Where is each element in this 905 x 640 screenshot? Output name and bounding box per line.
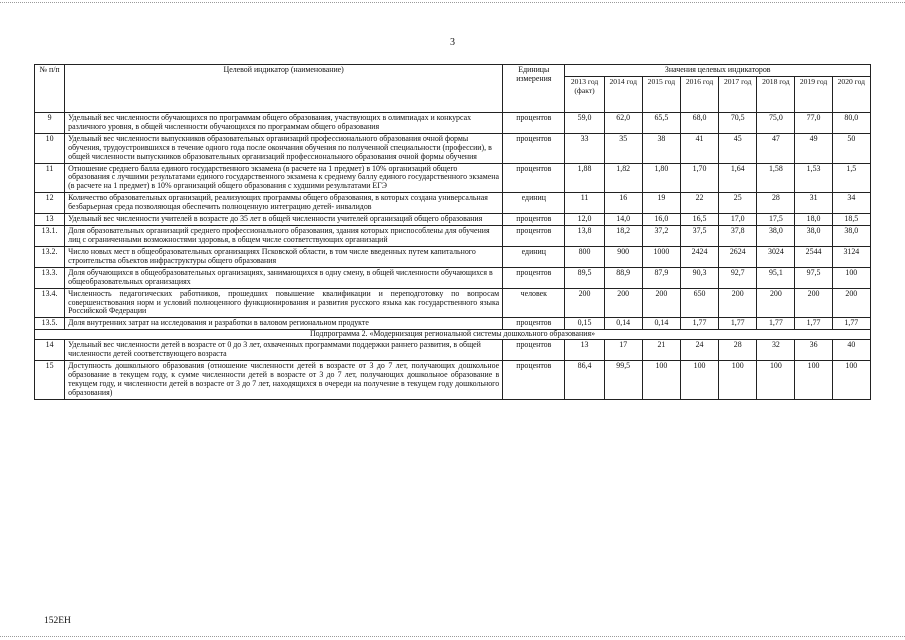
value-cell: 75,0 bbox=[757, 112, 795, 133]
value-cell: 25 bbox=[719, 193, 757, 214]
unit-cell: процентов bbox=[503, 361, 565, 400]
row-number: 13.5. bbox=[35, 318, 65, 330]
value-cell: 1,77 bbox=[680, 318, 718, 330]
value-cell: 650 bbox=[680, 288, 718, 318]
value-cell: 0,14 bbox=[642, 318, 680, 330]
value-cell: 37,2 bbox=[642, 226, 680, 247]
value-cell: 1,58 bbox=[757, 163, 795, 193]
table-row bbox=[35, 214, 871, 226]
value-cell: 100 bbox=[680, 361, 718, 400]
unit-cell: процентов bbox=[503, 318, 565, 330]
header-values-group: Значения целевых индикаторов bbox=[565, 65, 871, 77]
value-cell: 32 bbox=[757, 340, 795, 361]
table-row bbox=[35, 193, 871, 214]
row-number: 13.2. bbox=[35, 246, 65, 267]
value-cell: 11 bbox=[565, 193, 604, 214]
table-row bbox=[35, 361, 871, 400]
value-cell: 35 bbox=[604, 133, 642, 163]
value-cell: 200 bbox=[604, 288, 642, 318]
value-cell: 1,77 bbox=[719, 318, 757, 330]
value-cell: 200 bbox=[642, 288, 680, 318]
value-cell: 900 bbox=[604, 246, 642, 267]
table-row bbox=[35, 288, 871, 318]
row-number: 14 bbox=[35, 340, 65, 361]
value-cell: 97,5 bbox=[795, 267, 832, 288]
value-cell: 200 bbox=[832, 288, 870, 318]
unit-cell: процентов bbox=[503, 133, 565, 163]
row-number: 13.3. bbox=[35, 267, 65, 288]
header-row-1 bbox=[35, 65, 871, 77]
value-cell: 200 bbox=[719, 288, 757, 318]
value-cell: 89,5 bbox=[565, 267, 604, 288]
value-cell: 3024 bbox=[757, 246, 795, 267]
indicator-name: Удельный вес численности выпускников образовательных организаций профессионального образования очной формы обучения, трудоустроившихся в течение одного года после окончания обучения по полученной специальности (профессии), в общей численности выпускников образовательных организаций профессионального образования очной формы обучения bbox=[65, 133, 503, 163]
value-cell: 200 bbox=[757, 288, 795, 318]
value-cell: 28 bbox=[757, 193, 795, 214]
value-cell: 1,88 bbox=[565, 163, 604, 193]
value-cell: 1,53 bbox=[795, 163, 832, 193]
value-cell: 1,77 bbox=[795, 318, 832, 330]
table-row bbox=[35, 163, 871, 193]
subprogram-row bbox=[35, 330, 871, 340]
page-number: 3 bbox=[450, 37, 455, 48]
value-cell: 1,5 bbox=[832, 163, 870, 193]
indicator-name: Удельный вес численности учителей в возрасте до 35 лет в общей численности учителей организаций общего образования bbox=[65, 214, 503, 226]
value-cell: 24 bbox=[680, 340, 718, 361]
table-row bbox=[35, 226, 871, 247]
value-cell: 1,77 bbox=[757, 318, 795, 330]
indicator-name: Отношение среднего балла единого государственного экзамена (в расчете на 1 предмет) в 10% организаций общего образования с лучшими результатами единого государственного экзамена к среднему баллу единого государственного экзамена (в расчете на 1 предмет) в 10% организаций общего образования с худшими результатами ЕГЭ bbox=[65, 163, 503, 193]
value-cell: 13,8 bbox=[565, 226, 604, 247]
header-year: 2015 год bbox=[642, 76, 680, 112]
indicator-name: Удельный вес численности детей в возрасте от 0 до 3 лет, охваченных программами поддержки раннего развития, в общей численности детей соответствующего возраста bbox=[65, 340, 503, 361]
value-cell: 100 bbox=[642, 361, 680, 400]
unit-cell: человек bbox=[503, 288, 565, 318]
indicator-name: Доля обучающихся в общеобразовательных организациях, занимающихся в одну смену, в общей численности обучающихся в общеобразовательных организациях bbox=[65, 267, 503, 288]
subprogram-title: Подпрограмма 2. «Модернизация региональной системы дошкольного образования» bbox=[35, 330, 871, 340]
value-cell: 18,0 bbox=[795, 214, 832, 226]
value-cell: 38,0 bbox=[832, 226, 870, 247]
value-cell: 87,9 bbox=[642, 267, 680, 288]
value-cell: 0,14 bbox=[604, 318, 642, 330]
indicator-name: Количество образовательных организаций, реализующих программы общего образования, в которых создана универсальная безбарьерная среда позволяющая обеспечить полноценную интеграцию детей- инвалидов bbox=[65, 193, 503, 214]
value-cell: 47 bbox=[757, 133, 795, 163]
header-year: 2018 год bbox=[757, 76, 795, 112]
table-body bbox=[35, 112, 871, 399]
unit-cell: процентов bbox=[503, 226, 565, 247]
value-cell: 40 bbox=[832, 340, 870, 361]
value-cell: 62,0 bbox=[604, 112, 642, 133]
value-cell: 41 bbox=[680, 133, 718, 163]
value-cell: 36 bbox=[795, 340, 832, 361]
header-year: 2013 год (факт) bbox=[565, 76, 604, 112]
table-row bbox=[35, 133, 871, 163]
value-cell: 37,5 bbox=[680, 226, 718, 247]
value-cell: 17,0 bbox=[719, 214, 757, 226]
value-cell: 49 bbox=[795, 133, 832, 163]
unit-cell: единиц bbox=[503, 193, 565, 214]
value-cell: 19 bbox=[642, 193, 680, 214]
value-cell: 22 bbox=[680, 193, 718, 214]
value-cell: 95,1 bbox=[757, 267, 795, 288]
value-cell: 1,77 bbox=[832, 318, 870, 330]
unit-cell: единиц bbox=[503, 246, 565, 267]
indicator-name: Доля образовательных организаций среднего профессионального образования, здания которых приспособлены для обучения лиц с ограниченными возможностями здоровья, в общем числе соответствующих организаций bbox=[65, 226, 503, 247]
unit-cell: процентов bbox=[503, 340, 565, 361]
value-cell: 1,70 bbox=[680, 163, 718, 193]
indicator-name: Удельный вес численности обучающихся по программам общего образования, участвующих в олимпиадах и конкурсах различного уровня, в общей численности обучающихся по программам общего образования bbox=[65, 112, 503, 133]
value-cell: 34 bbox=[832, 193, 870, 214]
value-cell: 38,0 bbox=[757, 226, 795, 247]
value-cell: 2424 bbox=[680, 246, 718, 267]
value-cell: 100 bbox=[832, 267, 870, 288]
value-cell: 1,82 bbox=[604, 163, 642, 193]
value-cell: 99,5 bbox=[604, 361, 642, 400]
table-row bbox=[35, 318, 871, 330]
value-cell: 1,80 bbox=[642, 163, 680, 193]
value-cell: 18,2 bbox=[604, 226, 642, 247]
value-cell: 68,0 bbox=[680, 112, 718, 133]
unit-cell: процентов bbox=[503, 112, 565, 133]
value-cell: 65,5 bbox=[642, 112, 680, 133]
value-cell: 38,0 bbox=[795, 226, 832, 247]
value-cell: 16,5 bbox=[680, 214, 718, 226]
header-year: 2020 год bbox=[832, 76, 870, 112]
header-year: 2017 год bbox=[719, 76, 757, 112]
value-cell: 38 bbox=[642, 133, 680, 163]
value-cell: 80,0 bbox=[832, 112, 870, 133]
row-number: 10 bbox=[35, 133, 65, 163]
value-cell: 3124 bbox=[832, 246, 870, 267]
table-row bbox=[35, 267, 871, 288]
value-cell: 200 bbox=[795, 288, 832, 318]
table-row bbox=[35, 246, 871, 267]
header-num: № п/п bbox=[35, 65, 65, 113]
value-cell: 70,5 bbox=[719, 112, 757, 133]
value-cell: 100 bbox=[719, 361, 757, 400]
value-cell: 0,15 bbox=[565, 318, 604, 330]
indicators-table bbox=[34, 64, 871, 400]
value-cell: 33 bbox=[565, 133, 604, 163]
value-cell: 90,3 bbox=[680, 267, 718, 288]
row-number: 13.4. bbox=[35, 288, 65, 318]
scan-edge-bottom bbox=[0, 636, 905, 637]
value-cell: 37,8 bbox=[719, 226, 757, 247]
value-cell: 28 bbox=[719, 340, 757, 361]
header-year: 2014 год bbox=[604, 76, 642, 112]
value-cell: 59,0 bbox=[565, 112, 604, 133]
row-number: 12 bbox=[35, 193, 65, 214]
value-cell: 100 bbox=[757, 361, 795, 400]
value-cell: 12,0 bbox=[565, 214, 604, 226]
value-cell: 16 bbox=[604, 193, 642, 214]
value-cell: 17 bbox=[604, 340, 642, 361]
value-cell: 200 bbox=[565, 288, 604, 318]
value-cell: 92,7 bbox=[719, 267, 757, 288]
value-cell: 77,0 bbox=[795, 112, 832, 133]
indicator-name: Доля внутренних затрат на исследования и разработки в валовом региональном продукте bbox=[65, 318, 503, 330]
indicator-name: Численность педагогических работников, прошедших повышение квалификации и переподготовку по вопросам совершенствования норм и условий полноценного функционирования и развития русского языка как государственного языка Российской Федерации bbox=[65, 288, 503, 318]
value-cell: 13 bbox=[565, 340, 604, 361]
header-indicator: Целевой индикатор (наименование) bbox=[65, 65, 503, 113]
unit-cell: процентов bbox=[503, 163, 565, 193]
table-row bbox=[35, 340, 871, 361]
value-cell: 100 bbox=[832, 361, 870, 400]
value-cell: 21 bbox=[642, 340, 680, 361]
value-cell: 16,0 bbox=[642, 214, 680, 226]
document-code: 152ЕН bbox=[44, 616, 71, 626]
header-unit: Единицы измерения bbox=[503, 65, 565, 113]
value-cell: 800 bbox=[565, 246, 604, 267]
value-cell: 17,5 bbox=[757, 214, 795, 226]
row-number: 9 bbox=[35, 112, 65, 133]
value-cell: 14,0 bbox=[604, 214, 642, 226]
value-cell: 88,9 bbox=[604, 267, 642, 288]
unit-cell: процентов bbox=[503, 214, 565, 226]
value-cell: 100 bbox=[795, 361, 832, 400]
row-number: 13.1. bbox=[35, 226, 65, 247]
indicator-name: Доступность дошкольного образования (отношение численности детей в возрасте от 3 до 7 лет, получающих дошкольное образование в текущем году, к сумме численности детей в возрасте от 3 до 7 лет, получающих дошкольное образование в текущем году, и численности детей в возрасте от 3 до 7 лет, находящихся в очереди на получение в текущем году дошкольного образования) bbox=[65, 361, 503, 400]
value-cell: 86,4 bbox=[565, 361, 604, 400]
value-cell: 31 bbox=[795, 193, 832, 214]
unit-cell: процентов bbox=[503, 267, 565, 288]
header-year: 2016 год bbox=[680, 76, 718, 112]
value-cell: 2544 bbox=[795, 246, 832, 267]
header-year: 2019 год bbox=[795, 76, 832, 112]
row-number: 11 bbox=[35, 163, 65, 193]
scan-edge-top bbox=[0, 2, 905, 3]
row-number: 13 bbox=[35, 214, 65, 226]
indicator-name: Число новых мест в общеобразовательных организациях Псковской области, в том числе введенных путем капитального строительства объектов инфраструктуры общего образования bbox=[65, 246, 503, 267]
row-number: 15 bbox=[35, 361, 65, 400]
value-cell: 1000 bbox=[642, 246, 680, 267]
value-cell: 18,5 bbox=[832, 214, 870, 226]
value-cell: 2624 bbox=[719, 246, 757, 267]
value-cell: 1,64 bbox=[719, 163, 757, 193]
value-cell: 50 bbox=[832, 133, 870, 163]
table-row bbox=[35, 112, 871, 133]
value-cell: 45 bbox=[719, 133, 757, 163]
